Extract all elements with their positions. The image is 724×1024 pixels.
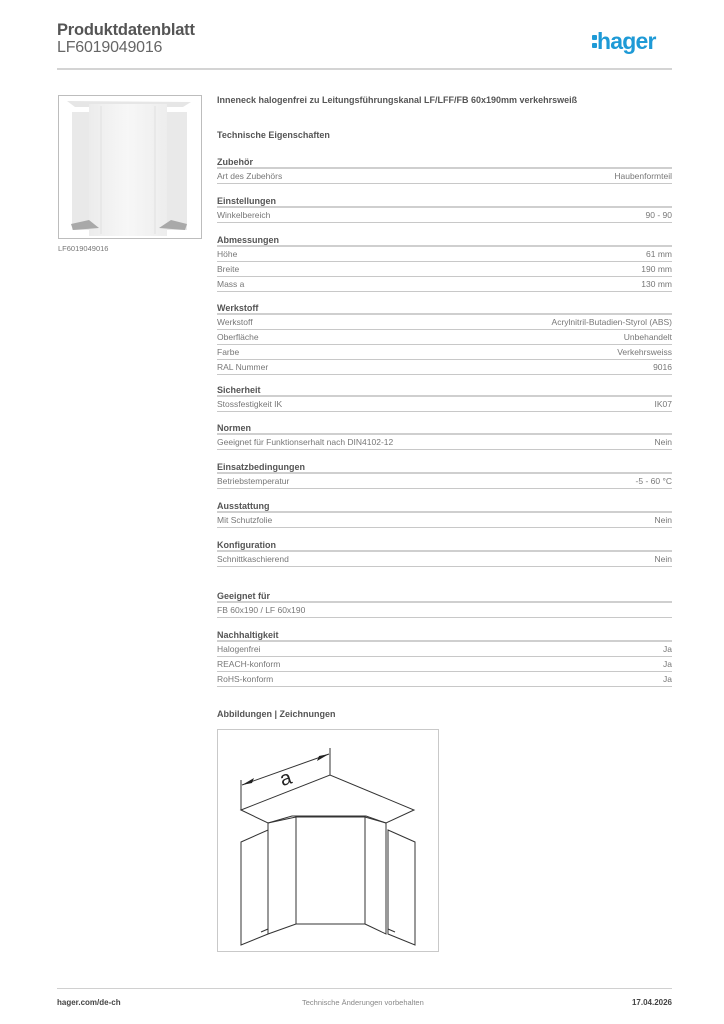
spec-label: Farbe — [217, 347, 240, 357]
section-title-figures: Abbildungen | Zeichnungen — [217, 709, 336, 719]
group-ausstattung — [217, 499, 672, 528]
spec-value: Haubenformteil — [614, 171, 672, 181]
spec-row — [217, 552, 672, 567]
spec-value: Ja — [663, 674, 672, 684]
spec-label: Geeignet für Funktionserhalt nach DIN4102-12 — [217, 437, 394, 447]
article-number: LF6019049016 — [57, 39, 163, 56]
group-title: Nachhaltigkeit — [217, 628, 672, 642]
spec-value: Ja — [663, 644, 672, 654]
technical-drawing — [217, 729, 439, 952]
spec-value: Nein — [654, 437, 672, 447]
spec-label: Winkelbereich — [217, 210, 271, 220]
spec-label: FB 60x190 / LF 60x190 — [217, 605, 306, 615]
spec-value: Unbehandelt — [623, 332, 672, 342]
spec-row — [217, 345, 672, 360]
footer-disclaimer: Technische Änderungen vorbehalten — [302, 998, 424, 1007]
spec-row — [217, 262, 672, 277]
product-description: Inneneck halogenfrei zu Leitungsführungskanal LF/LFF/FB 60x190mm verkehrsweiß — [217, 95, 578, 105]
spec-row — [217, 277, 672, 292]
group-einsatzbedingungen — [217, 460, 672, 489]
spec-row — [217, 642, 672, 657]
spec-value: 90 - 90 — [645, 210, 672, 220]
spec-value: Acrylnitril-Butadien-Styrol (ABS) — [551, 317, 672, 327]
spec-label: Höhe — [217, 249, 238, 259]
spec-row — [217, 474, 672, 489]
spec-value: Nein — [654, 554, 672, 564]
spec-label: Stossfestigkeit IK — [217, 399, 283, 409]
spec-row — [217, 315, 672, 330]
dimension-label: a — [277, 766, 295, 791]
logo-text: hager — [597, 28, 656, 54]
spec-row — [217, 247, 672, 262]
spec-row — [217, 169, 672, 184]
spec-label: Werkstoff — [217, 317, 253, 327]
group-title: Einsatzbedingungen — [217, 460, 672, 474]
group-konfiguration — [217, 538, 672, 567]
inner-corner-drawing-icon — [218, 730, 438, 951]
spec-label: Art des Zubehörs — [217, 171, 283, 181]
spec-row — [217, 435, 672, 450]
group-abmessungen — [217, 233, 672, 292]
spec-value: Nein — [654, 515, 672, 525]
group-werkstoff — [217, 301, 672, 375]
group-title: Normen — [217, 421, 672, 435]
product-image — [58, 95, 202, 239]
spec-value: IK07 — [654, 399, 672, 409]
group-title: Sicherheit — [217, 383, 672, 397]
spec-label: Breite — [217, 264, 240, 274]
spec-value: 9016 — [653, 362, 672, 372]
header-divider — [57, 68, 672, 70]
spec-row — [217, 513, 672, 528]
spec-row — [217, 657, 672, 672]
group-einstellungen — [217, 194, 672, 223]
spec-row — [217, 208, 672, 223]
page-title: Produktdatenblatt — [57, 21, 195, 39]
spec-label: Mass a — [217, 279, 245, 289]
group-title: Ausstattung — [217, 499, 672, 513]
group-sicherheit — [217, 383, 672, 412]
product-image-caption: LF6019049016 — [58, 244, 109, 253]
spec-value: 190 mm — [641, 264, 672, 274]
spec-label: Mit Schutzfolie — [217, 515, 273, 525]
group-title: Geeignet für — [217, 589, 672, 603]
inner-corner-product-icon — [59, 96, 201, 238]
spec-label: Schnittkaschierend — [217, 554, 289, 564]
group-nachhaltigkeit — [217, 628, 672, 687]
footer-website-link[interactable]: hager.com/de-ch — [57, 998, 121, 1007]
spec-value: 61 mm — [646, 249, 672, 259]
footer-divider — [57, 988, 672, 989]
spec-row — [217, 330, 672, 345]
section-title-technical: Technische Eigenschaften — [217, 130, 330, 140]
spec-row — [217, 360, 672, 375]
spec-label: Oberfläche — [217, 332, 259, 342]
spec-row — [217, 603, 672, 618]
spec-value: 130 mm — [641, 279, 672, 289]
group-title: Einstellungen — [217, 194, 672, 208]
spec-label: REACH-konform — [217, 659, 281, 669]
spec-label: RAL Nummer — [217, 362, 269, 372]
group-title: Konfiguration — [217, 538, 672, 552]
group-normen — [217, 421, 672, 450]
hager-logo — [592, 28, 656, 54]
footer-date: 17.04.2026 — [631, 998, 672, 1007]
group-geeignet-fuer — [217, 589, 672, 618]
spec-row — [217, 397, 672, 412]
spec-label: RoHS-konform — [217, 674, 274, 684]
spec-value: -5 - 60 °C — [635, 476, 672, 486]
spec-label: Betriebstemperatur — [217, 476, 290, 486]
spec-label: Halogenfrei — [217, 644, 261, 654]
spec-value: Ja — [663, 659, 672, 669]
group-zubehoer — [217, 155, 672, 184]
spec-row — [217, 672, 672, 687]
group-title: Zubehör — [217, 155, 672, 169]
spec-value: Verkehrsweiss — [617, 347, 672, 357]
group-title: Abmessungen — [217, 233, 672, 247]
group-title: Werkstoff — [217, 301, 672, 315]
